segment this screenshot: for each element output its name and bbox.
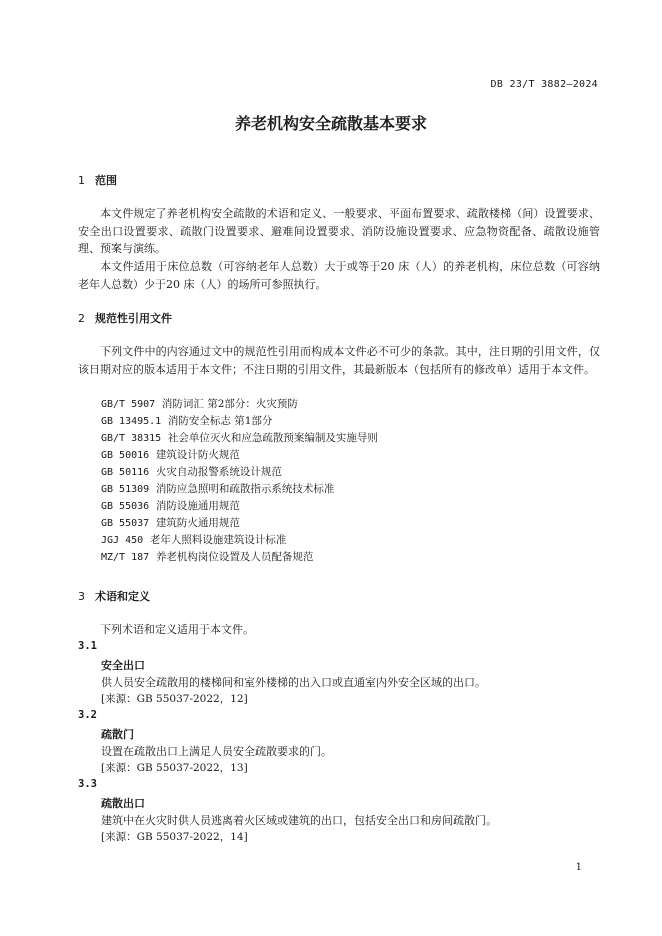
term-definition: 建筑中在火灾时供人员逃离着火区域或建筑的出口，包括安全出口和房间疏散门。 [101,814,497,827]
term-source: [来源：GB 55037-2022，13] [101,762,248,774]
reference-item [101,481,334,498]
reference-item [101,532,286,549]
section-heading-normative-refs [78,310,172,326]
reference-code: MZ/T 187 [101,552,150,563]
reference-item [101,549,313,566]
section-number: 3 [78,590,85,603]
section-heading-scope [78,172,117,188]
reference-title: 社会单位灭火和应急疏散预案编制及实施导则 [167,432,378,444]
reference-title: 消防安全标志 第1部分 [167,415,273,427]
reference-title: 消防应急照明和疏散指示系统技术标准 [155,483,335,495]
section-heading-terms [78,588,150,604]
normative-refs-intro: 下列文件中的内容通过文中的规范性引用而构成本文件必不可少的条款。其中，注日期的引用文件，仅该日期对应的版本适用于本文件；不注日期的引用文件，其最新版本（包括所有的修改单）适用于本文件。 [78,345,600,376]
reference-item [101,413,272,430]
scope-paragraph-1: 本文件规定了养老机构安全疏散的术语和定义、一般要求、平面布置要求、疏散楼梯（间）设置要求、安全出口设置要求、疏散门设置要求、避难间设置要求、消防设施设置要求、应急物资配备、疏散设施管理、预案与演练。 [78,207,600,255]
term-source: [来源：GB 55037-2022，14] [101,831,248,843]
section-title: 范围 [95,174,117,187]
reference-title: 消防词汇 第2部分：火灾预防 [161,398,298,410]
term-number: 3.1 [78,640,97,652]
reference-item [101,464,282,481]
section-title: 术语和定义 [95,590,150,603]
reference-title: 消防设施通用规范 [155,500,240,512]
document-title: 养老机构安全疏散基本要求 [234,114,427,133]
reference-title: 老年人照料设施建筑设计标准 [149,534,287,546]
page-number: 1 [575,862,582,873]
term-name: 疏散门 [101,728,134,741]
reference-item [101,515,240,532]
term-source: [来源：GB 55037-2022，12] [101,693,248,705]
section-number: 1 [78,174,85,187]
term-number: 3.3 [78,778,97,790]
reference-title: 火灾自动报警系统设计规范 [155,466,282,478]
reference-code: GB/T 38315 [101,433,162,444]
term-name: 疏散出口 [101,797,145,810]
section-title: 规范性引用文件 [95,312,172,325]
reference-item [101,498,240,515]
reference-item [101,447,240,464]
term-definition: 供人员安全疏散用的楼梯间和室外楼梯的出入口或直通室内外安全区域的出口。 [101,676,486,689]
term-name: 安全出口 [101,659,145,672]
reference-code: GB 55036 [101,501,150,512]
reference-title: 建筑设计防火规范 [155,449,240,461]
reference-code: GB/T 5907 [101,399,156,410]
standard-code: DB 23/T 3882—2024 [490,79,598,90]
reference-title: 养老机构岗位设置及人员配备规范 [155,551,314,563]
term-definition: 设置在疏散出口上满足人员安全疏散要求的门。 [101,745,332,758]
reference-code: GB 13495.1 [101,416,162,427]
reference-item [101,396,298,413]
reference-code: GB 50016 [101,450,150,461]
reference-code: GB 55037 [101,518,150,529]
term-number: 3.2 [78,709,97,721]
reference-code: GB 50116 [101,467,150,478]
scope-paragraph-2: 本文件适用于床位总数（可容纳老年人总数）大于或等于20 床（人）的养老机构，床位总数（可容纳老年人总数）少于20 床（人）的场所可参照执行。 [78,260,600,291]
reference-code: JGJ 450 [101,535,144,546]
reference-title: 建筑防火通用规范 [155,517,240,529]
terms-intro: 下列术语和定义适用于本文件。 [100,623,254,636]
reference-code: GB 51309 [101,484,150,495]
section-number: 2 [78,312,85,325]
reference-item [101,430,378,447]
